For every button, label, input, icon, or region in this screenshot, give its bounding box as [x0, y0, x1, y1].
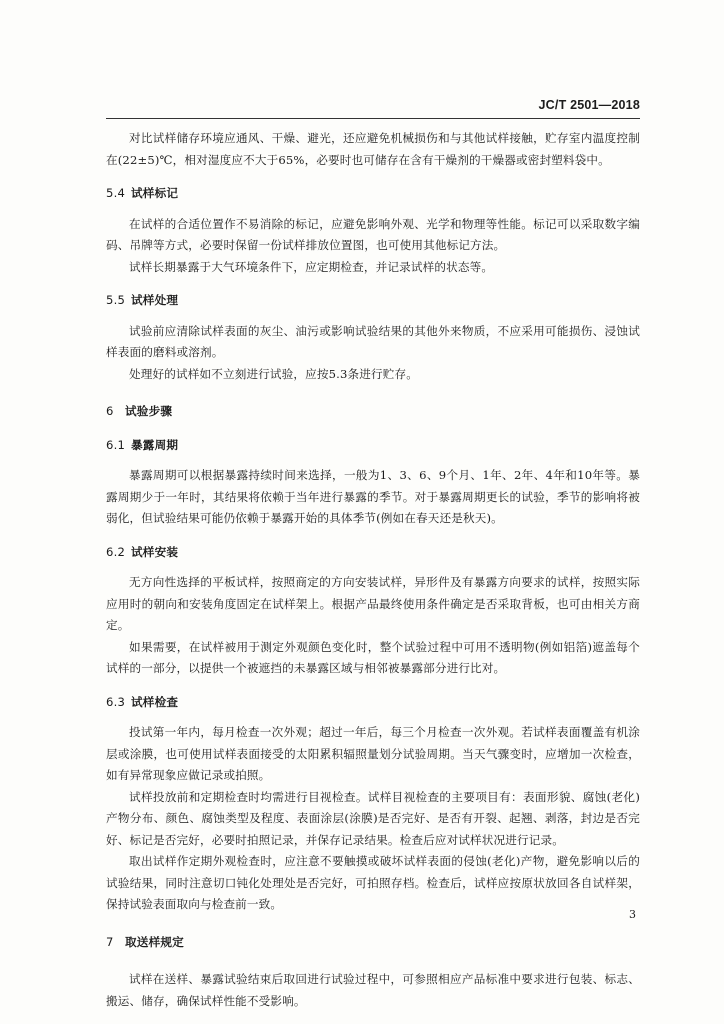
- chapter-number: 7: [106, 934, 114, 949]
- section-number: 5.5: [106, 293, 126, 307]
- paragraph: 试验前应清除试样表面的灰尘、油污或影响试验结果的其他外来物质，不应采用可能损伤、浸蚀试样表面的磨料或溶剂。: [106, 323, 640, 359]
- header-rule: [106, 118, 640, 119]
- paragraph: 试样长期暴露于大气环境条件下，应定期检查，并记录试样的状态等。: [129, 259, 494, 274]
- section-number: 6.3: [106, 694, 126, 709]
- chapter-title: 试验步骤: [125, 404, 173, 418]
- paragraph: 处理好的试样如不立刻进行试验，应按5.3条进行贮存。: [129, 366, 418, 381]
- paragraph: 在试样的合适位置作不易消除的标记，应避免影响外观、光学和物理等性能。标记可以采取数字编码、吊牌等方式，必要时保留一份试样排放位置图，也可使用其他标记方法。: [106, 216, 640, 252]
- chapter-heading: [106, 401, 640, 423]
- section-heading: [106, 692, 640, 714]
- chapter-heading: [106, 932, 640, 954]
- section-heading: [106, 435, 640, 457]
- paragraph: 对比试样储存环境应通风、干燥、避光，还应避免机械损伤和与其他试样接触，贮存室内温度控制在(22±5)℃，相对湿度应不大于65%，必要时也可储存在含有干燥剂的干燥器或密封塑料袋中。: [106, 131, 640, 167]
- paragraph: 取出试样作定期外观检查时，应注意不要触摸或破坏试样表面的侵蚀(老化)产物，避免影响以后的试验结果，同时注意切口钝化处理处是否完好，可拍照存档。检查后，试样应按原状放回各自试样架，保持试验表面取向与检查前一致。: [106, 854, 640, 911]
- page-number: 3: [629, 908, 636, 921]
- section-title: 暴露周期: [131, 437, 179, 452]
- paragraph: 如果需要，在试样被用于测定外观颜色变化时，整个试验过程中可用不透明物(例如铝箔)遮盖每个试样的一部分，以提供一个被遮挡的未暴露区域与相邻被暴露部分进行比对。: [106, 639, 640, 675]
- section-title: 试样标记: [131, 186, 179, 200]
- section-number: 5.4: [106, 186, 126, 200]
- paragraph: 试样在送样、暴露试验结束后取回进行试验过程中，可参照相应产品标准中要求进行包装、标志、搬运、储存，确保试样性能不受影响。: [106, 972, 640, 1008]
- section-title: 试样安装: [131, 544, 179, 559]
- paragraph: 试样投放前和定期检查时均需进行目视检查。试样目视检查的主要项目有：表面形貌、腐蚀(老化)产物分布、颜色、腐蚀类型及程度、表面涂层(涂膜)是否完好、是否有开裂、起翘、剥落，封边是否完好、标记是否完好，必要时拍照记录，并保存记录结果。检查后应对试样状况进行记录。: [106, 789, 640, 847]
- paragraph: 投试第一年内，每月检查一次外观；超过一年后，每三个月检查一次外观。若试样表面覆盖有机涂层或涂膜，也可使用试样表面接受的太阳累积辐照量划分试验周期。当天气骤变时，应增加一次检查，如有异常现象应做记录或拍照。: [106, 725, 640, 782]
- document-body: [106, 128, 640, 1012]
- section-heading: [106, 542, 640, 564]
- standard-number: JC/T 2501—2018: [538, 98, 640, 112]
- chapter-number: 6: [106, 404, 114, 418]
- paragraph: 暴露周期可以根据暴露持续时间来选择，一般为1、3、6、9个月、1年、2年、4年和10年等。暴露周期少于一年时，其结果将依赖于当年进行暴露的季节。对于暴露周期更长的试验，季节的影响将被弱化，但试验结果可能仍依赖于暴露开始的具体季节(例如在春天还是秋天)。: [106, 468, 640, 525]
- chapter-title: 取送样规定: [125, 934, 184, 949]
- section-title: 试样处理: [131, 293, 179, 307]
- section-title: 试样检查: [131, 694, 179, 709]
- paragraph: 无方向性选择的平板试样，按照商定的方向安装试样，异形件及有暴露方向要求的试样，按照实际应用时的朝向和安装角度固定在试样架上。根据产品最终使用条件确定是否采取背板，也可由相关方商定。: [106, 575, 640, 632]
- section-heading: [106, 290, 640, 312]
- section-number: 6.2: [106, 544, 126, 559]
- section-number: 6.1: [106, 437, 126, 452]
- section-heading: [106, 183, 640, 205]
